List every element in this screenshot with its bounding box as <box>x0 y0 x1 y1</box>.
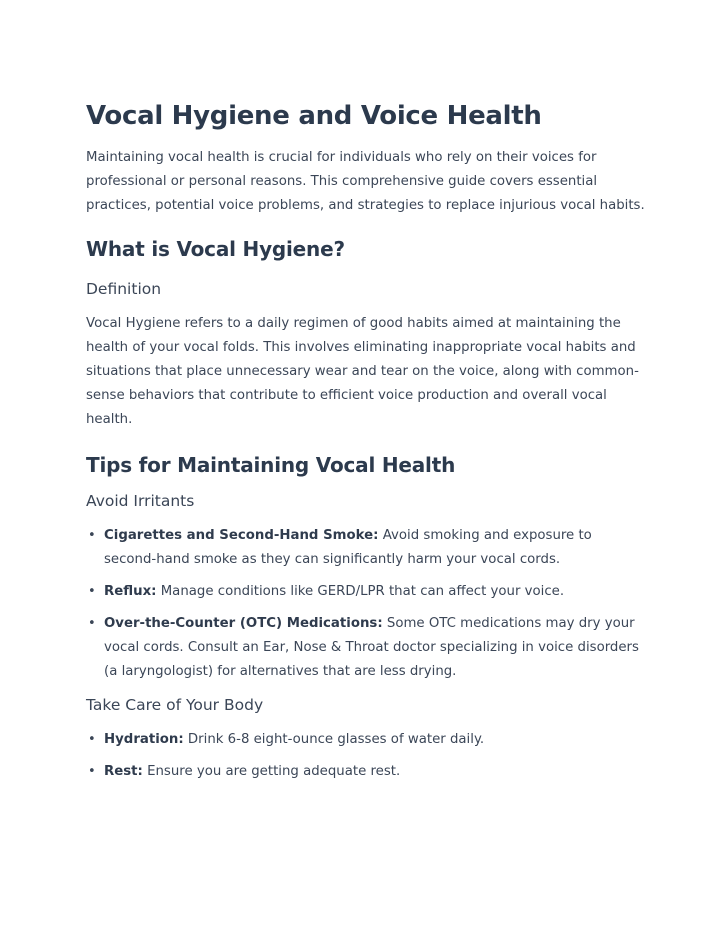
subheading-definition: Definition <box>86 280 162 298</box>
page-title: Vocal Hygiene and Voice Health <box>86 101 542 131</box>
list-item-separator: : <box>151 584 157 599</box>
list-item <box>86 728 646 752</box>
subheading-take-care-of-your-body: Take Care of Your Body <box>86 696 264 714</box>
bullet-icon: • <box>88 616 96 631</box>
document-page <box>86 94 646 792</box>
list-item-term: Reflux <box>104 584 152 599</box>
list-item-term: Cigarettes and Second-Hand Smoke <box>104 528 374 543</box>
bullet-icon: • <box>88 528 96 543</box>
list-item-text: Ensure you are getting adequate rest. <box>142 764 401 779</box>
list-item <box>86 760 646 784</box>
section-heading-tips: Tips for Maintaining Vocal Health <box>86 453 456 477</box>
list-item <box>86 580 646 604</box>
list-item-text: Some OTC medications may dry your vocal cords. Consult an Ear, Nose & Throat doctor specializing in voice disorders (a laryngologist) for alternatives that are less drying. <box>104 616 639 679</box>
list-item-separator: : <box>137 764 143 779</box>
list-item-term: Over-the-Counter (OTC) Medications <box>104 616 378 631</box>
list-item-text: Manage conditions like GERD/LPR that can affect your voice. <box>156 584 565 599</box>
list-item-separator: : <box>178 732 184 747</box>
bullet-icon: • <box>88 584 96 599</box>
subheading-avoid-irritants: Avoid Irritants <box>86 492 195 510</box>
list-item <box>86 524 646 572</box>
section-heading-what-is-vocal-hygiene: What is Vocal Hygiene? <box>86 237 345 261</box>
list-item-separator: : <box>377 616 383 631</box>
list-item-separator: : <box>373 528 379 543</box>
list-item-term: Hydration <box>104 732 179 747</box>
bullet-icon: • <box>88 764 96 779</box>
definition-paragraph: Vocal Hygiene refers to a daily regimen of good habits aimed at maintaining the health of your vocal folds. This involves eliminating inappropriate vocal habits and situations that place unnecessary wear and tear on the voice, along with common-sense behaviors that contribute to efficient voice production and overall vocal health. <box>86 316 639 427</box>
bullet-icon: • <box>88 732 96 747</box>
list-item-term: Rest <box>104 764 138 779</box>
body-care-list <box>86 728 646 784</box>
irritants-list <box>86 524 646 684</box>
list-item <box>86 612 646 684</box>
list-item-text: Avoid smoking and exposure to second-hand smoke as they can significantly harm your vocal cords. <box>104 528 592 567</box>
list-item-text: Drink 6-8 eight-ounce glasses of water daily. <box>183 732 485 747</box>
intro-paragraph: Maintaining vocal health is crucial for individuals who rely on their voices for professional or personal reasons. This comprehensive guide covers essential practices, potential voice problems, and strategies to replace injurious vocal habits. <box>86 150 645 213</box>
